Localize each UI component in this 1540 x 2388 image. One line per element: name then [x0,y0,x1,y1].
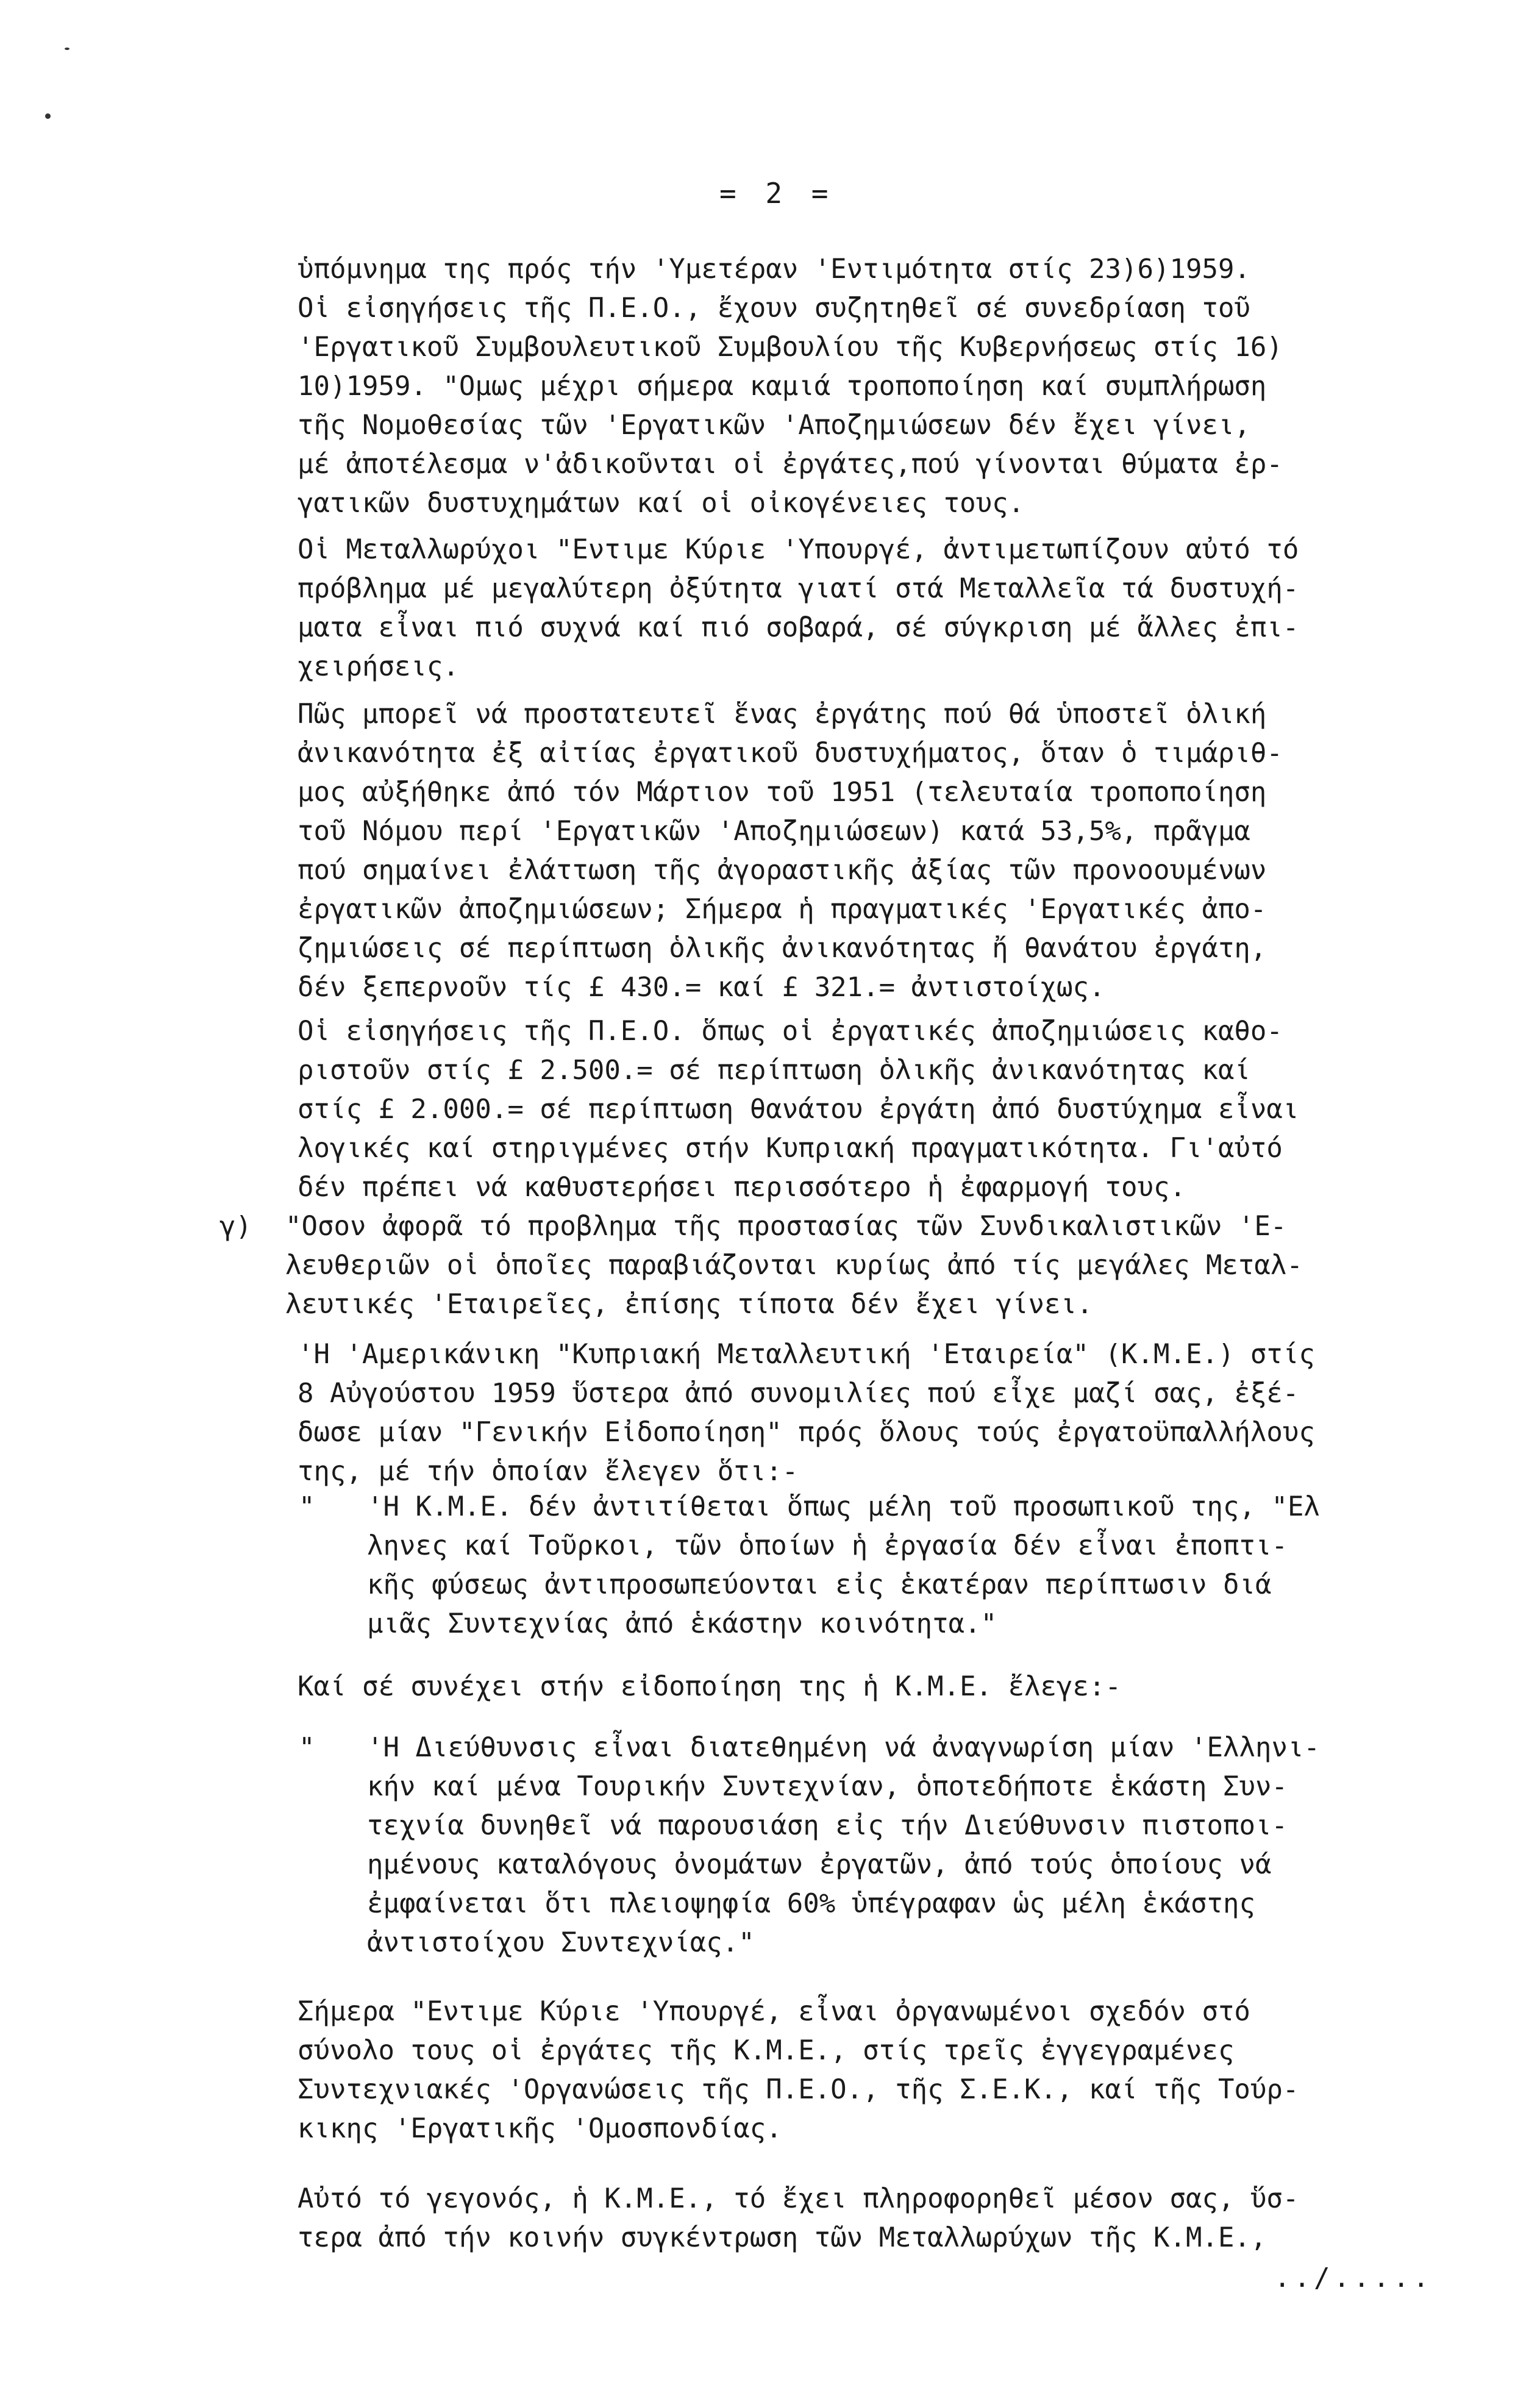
text-line: Συντεχνιακές 'Οργανώσεις τῆς Π.Ε.Ο., τῆς Σ.Ε.Κ., καί τῆς Τούρ- [298,2074,1299,2105]
text-line: τεχνία δυνηθεῖ νά παρουσιάση εἰς τήν Διεύθυνσιν πιστοποι- [367,1810,1288,1841]
quoted-notice-2 [367,1728,1320,1962]
text-line: γατικῶν δυστυχημάτων καί οἱ οἰκογένειες τους. [298,488,1025,519]
text-line: μιᾶς Συντεχνίας ἀπό ἑκάστην κοινότητα." [367,1608,997,1639]
paragraph-compensation-value [298,695,1283,1007]
text-line: δέν πρέπει νά καθυστερήσει περισσότερο ἡ ἐφαρμογή τους. [298,1172,1186,1203]
quote-mark: " [299,1732,315,1763]
text-line: ἐργατικῶν ἀποζημιώσεων; Σήμερα ἡ πραγματικές 'Εργατικές ἀπο- [298,894,1267,925]
text-line: δωσε μίαν "Γενικήν Εἰδοποίηση" πρός ὅλους τούς ἐργατοϋπαλλήλους [298,1417,1315,1448]
text-line: 'Η Διεύθυνσις εἶναι διατεθημένη νά ἀναγνωρίση μίαν 'Ελληνι- [367,1732,1320,1763]
scan-speck [65,48,70,50]
text-line: της, μέ τήν ὁποίαν ἔλεγεν ὅτι:- [298,1456,799,1487]
text-line: λογικές καί στηριγμένες στήν Κυπριακή πραγματικότητα. Γι'αὐτό [298,1133,1283,1164]
text-line: ληνες καί Τοῦρκοι, τῶν ὁποίων ἡ ἐργασία δέν εἶναι ἐποπτι- [367,1530,1288,1561]
text-line: Αὐτό τό γεγονός, ἡ Κ.Μ.Ε., τό ἔχει πληροφορηθεῖ μέσον σας, ὕσ- [298,2183,1299,2214]
text-line: μος αὐξήθηκε ἀπό τόν Μάρτιον τοῦ 1951 (τελευταία τροποποίηση [298,777,1267,808]
scan-speck [45,113,51,119]
text-line: λευτικές 'Εταιρεῖες, ἐπίσης τίποτα δέν ἔχει γίνει. [285,1289,1093,1320]
text-line: δέν ξεπερνοῦν τίς £ 430.= καί £ 321.= ἀντιστοίχως. [298,972,1105,1003]
text-line: τερα ἀπό τήν κοινήν συγκέντρωση τῶν Μεταλλωρύχων τῆς Κ.Μ.Ε., [298,2222,1267,2253]
paragraph-continuation [298,1667,1121,1706]
text-line: ἀντιστοίχου Συντεχνίας." [367,1927,755,1958]
text-line: τοῦ Νόμου περί 'Εργατικῶν 'Αποζημιώσεων) κατά 53,5%, πρᾶγμα [298,816,1250,847]
paragraph-miners [298,530,1299,686]
text-line: κῆς φύσεως ἀντιπροσωπεύονται εἰς ἑκατέραν περίπτωσιν διά [367,1569,1272,1600]
text-line: μέ ἀποτέλεσμα ν'ἀδικοῦνται οἱ ἐργάτες,πού γίνονται θύματα ἐρ- [298,449,1283,480]
text-line: κικης 'Εργατικῆς 'Ομοσπονδίας. [298,2113,782,2144]
text-line: τῆς Νομοθεσίας τῶν 'Εργατικῶν 'Αποζημιώσεων δέν ἔχει γίνει, [298,410,1250,441]
text-line: ημένους καταλόγους ὀνομάτων ἐργατῶν, ἀπό τούς ὁποίους νά [367,1849,1272,1880]
quote-mark: " [299,1491,315,1522]
text-line: Οἱ εἰσηγήσεις τῆς Π.Ε.Ο. ὅπως οἱ ἐργατικές ἀποζημιώσεις καθο- [298,1016,1283,1047]
paragraph-informed [298,2179,1299,2258]
text-line: ἀνικανότητα ἐξ αἰτίας ἐργατικοῦ δυστυχήματος, ὅταν ὁ τιμάριθ- [298,738,1283,769]
text-line: χειρήσεις. [298,651,459,682]
text-line: λευθεριῶν οἱ ὁποῖες παραβιάζονται κυρίως ἀπό τίς μεγάλες Μεταλ- [285,1250,1303,1281]
text-line: σύνολο τους οἱ ἐργάτες τῆς Κ.Μ.Ε., στίς τρεῖς ἐγγεγραμένες [298,2035,1235,2066]
text-line: 'Εργατικοῦ Συμβουλευτικοῦ Συμβουλίου τῆς Κυβερνήσεως στίς 16) [298,332,1283,363]
text-line: πρόβλημα μέ μεγαλύτερη ὀξύτητα γιατί στά Μεταλλεῖα τά δυστυχή- [298,573,1299,604]
paragraph-union-freedoms [285,1207,1303,1324]
text-line: ματα εἶναι πιό συχνά καί πιό σοβαρά, σέ σύγκριση μέ ἄλλες ἐπι- [298,612,1299,643]
text-line: Οἱ Μεταλλωρύχοι "Εντιμε Κύριε 'Υπουργέ, ἀντιμετωπίζουν αὐτό τό [298,534,1299,565]
text-line: Καί σέ συνέχει στήν εἰδοποίηση της ἡ Κ.Μ.Ε. ἔλεγε:- [298,1671,1122,1702]
quoted-notice-1 [367,1488,1320,1644]
text-line: "Οσον ἀφορᾶ τό προβλημα τῆς προστασίας τῶν Συνδικαλιστικῶν 'Ε- [285,1211,1287,1242]
text-line: Πῶς μπορεῖ νά προστατευτεῖ ἕνας ἐργάτης πού θά ὑποστεῖ ὁλική [298,699,1267,730]
paragraph-memorandum [298,250,1283,523]
text-line: 8 Αὐγούστου 1959 ὕστερα ἀπό συνομιλίες πού εἶχε μαζί σας, ἐξέ- [298,1378,1299,1409]
text-line: 'Η 'Αμερικάνικη "Κυπριακή Μεταλλευτική 'Εταιρεία" (Κ.Μ.Ε.) στίς [298,1339,1315,1370]
text-line: ζημιώσεις σέ περίπτωση ὁλικῆς ἀνικανότητας ἤ θανάτου ἐργάτη, [298,933,1267,964]
continuation-mark: ../..... [1274,2262,1433,2294]
text-line: στίς £ 2.000.= σέ περίπτωση θανάτου ἐργάτη ἀπό δυστύχημα εἶναι [298,1094,1299,1125]
text-line: κήν καί μένα Τουρικήν Συντεχνίαν, ὁποτεδήποτε ἑκάστη Συν- [367,1771,1288,1802]
page-number: = 2 = [719,177,835,210]
paragraph-cmc-notice [298,1335,1315,1491]
text-line: ἐμφαίνεται ὅτι πλειοψηφία 60% ὑπέγραφαν ὡς μέλη ἑκάστης [367,1888,1255,1919]
text-line: πού σημαίνει ἐλάττωση τῆς ἀγοραστικῆς ἀξίας τῶν προνοουμένων [298,855,1267,886]
text-line: Σήμερα "Εντιμε Κύριε 'Υπουργέ, εἶναι ὀργανωμένοι σχεδόν στό [298,1996,1250,2027]
text-line: 10)1959. "Ομως μέχρι σήμερα καμιά τροποποίηση καί συμπλήρωση [298,371,1267,402]
paragraph-peo-proposals [298,1012,1299,1207]
section-marker: γ) [219,1211,252,1242]
paragraph-organized-workers [298,1992,1299,2148]
text-line: 'Η Κ.Μ.Ε. δέν ἀντιτίθεται ὅπως μέλη τοῦ προσωπικοῦ της, "Ελ [367,1491,1320,1522]
text-line: Οἱ εἰσηγήσεις τῆς Π.Ε.Ο., ἔχουν συζητηθεῖ σέ συνεδρίαση τοῦ [298,293,1250,324]
text-line: ριστοῦν στίς £ 2.500.= σέ περίπτωση ὁλικῆς ἀνικανότητας καί [298,1055,1250,1086]
text-line: ὑπόμνημα της πρός τήν 'Υμετέραν 'Εντιμότητα στίς 23)6)1959. [298,254,1250,285]
